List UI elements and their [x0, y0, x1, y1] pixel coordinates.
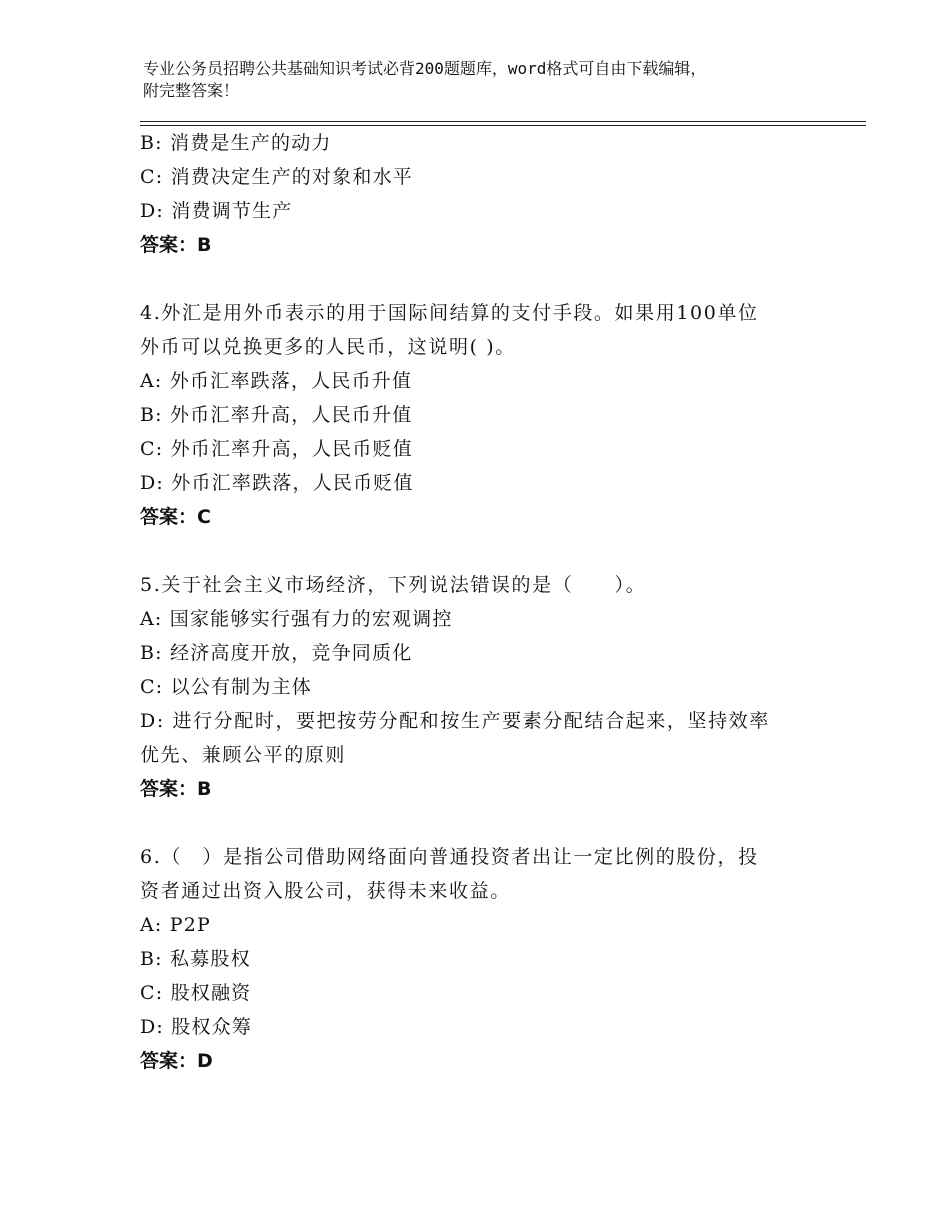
option-d: D: 股权众筹: [140, 1016, 253, 1038]
header-title-line-1: 专业公务员招聘公共基础知识考试必背200题题库，word格式可自由下载编辑，: [143, 59, 707, 78]
question-3-continued: [140, 126, 820, 262]
answer: 答案：B: [140, 778, 212, 800]
question-stem: 5.关于社会主义市场经济，下列说法错误的是（ ）。: [140, 574, 647, 596]
answer: 答案：B: [140, 234, 212, 256]
option-b: B: 外币汇率升高，人民币升值: [140, 404, 413, 426]
spacer: [140, 262, 820, 296]
option-d-continued: 优先、兼顾公平的原则: [140, 744, 347, 766]
option-a: A: 外币汇率跌落，人民币升值: [140, 370, 413, 392]
question-6: [140, 840, 820, 1078]
question-stem: 外币可以兑换更多的人民币，这说明( )。: [140, 336, 516, 358]
document-header: [143, 58, 823, 102]
question-5: [140, 568, 820, 806]
option-c: C: 股权融资: [140, 982, 252, 1004]
spacer: [140, 806, 820, 840]
question-stem: 4.外汇是用外币表示的用于国际间结算的支付手段。如果用100单位: [140, 302, 759, 324]
option-c: C: 消费决定生产的对象和水平: [140, 166, 413, 188]
spacer: [140, 534, 820, 568]
question-stem: 资者通过出资入股公司，获得未来收益。: [140, 880, 511, 902]
option-d: D: 外币汇率跌落，人民币贬值: [140, 472, 414, 494]
question-stem: 6.（ ）是指公司借助网络面向普通投资者出让一定比例的股份，投: [140, 846, 759, 868]
option-c: C: 外币汇率升高，人民币贬值: [140, 438, 413, 460]
option-b: B: 消费是生产的动力: [140, 132, 332, 154]
option-a: A: P2P: [140, 914, 212, 936]
answer: 答案：C: [140, 506, 211, 528]
question-4: [140, 296, 820, 534]
answer: 答案：D: [140, 1050, 213, 1072]
option-b: B: 私募股权: [140, 948, 251, 970]
option-c: C: 以公有制为主体: [140, 676, 312, 698]
option-a: A: 国家能够实行强有力的宏观调控: [140, 608, 453, 630]
header-title-line-2: 附完整答案！: [143, 81, 240, 100]
option-d: D: 消费调节生产: [140, 200, 293, 222]
option-d: D: 进行分配时，要把按劳分配和按生产要素分配结合起来，坚持效率: [140, 710, 770, 732]
question-list: [140, 126, 820, 1078]
option-b: B: 经济高度开放，竞争同质化: [140, 642, 413, 664]
